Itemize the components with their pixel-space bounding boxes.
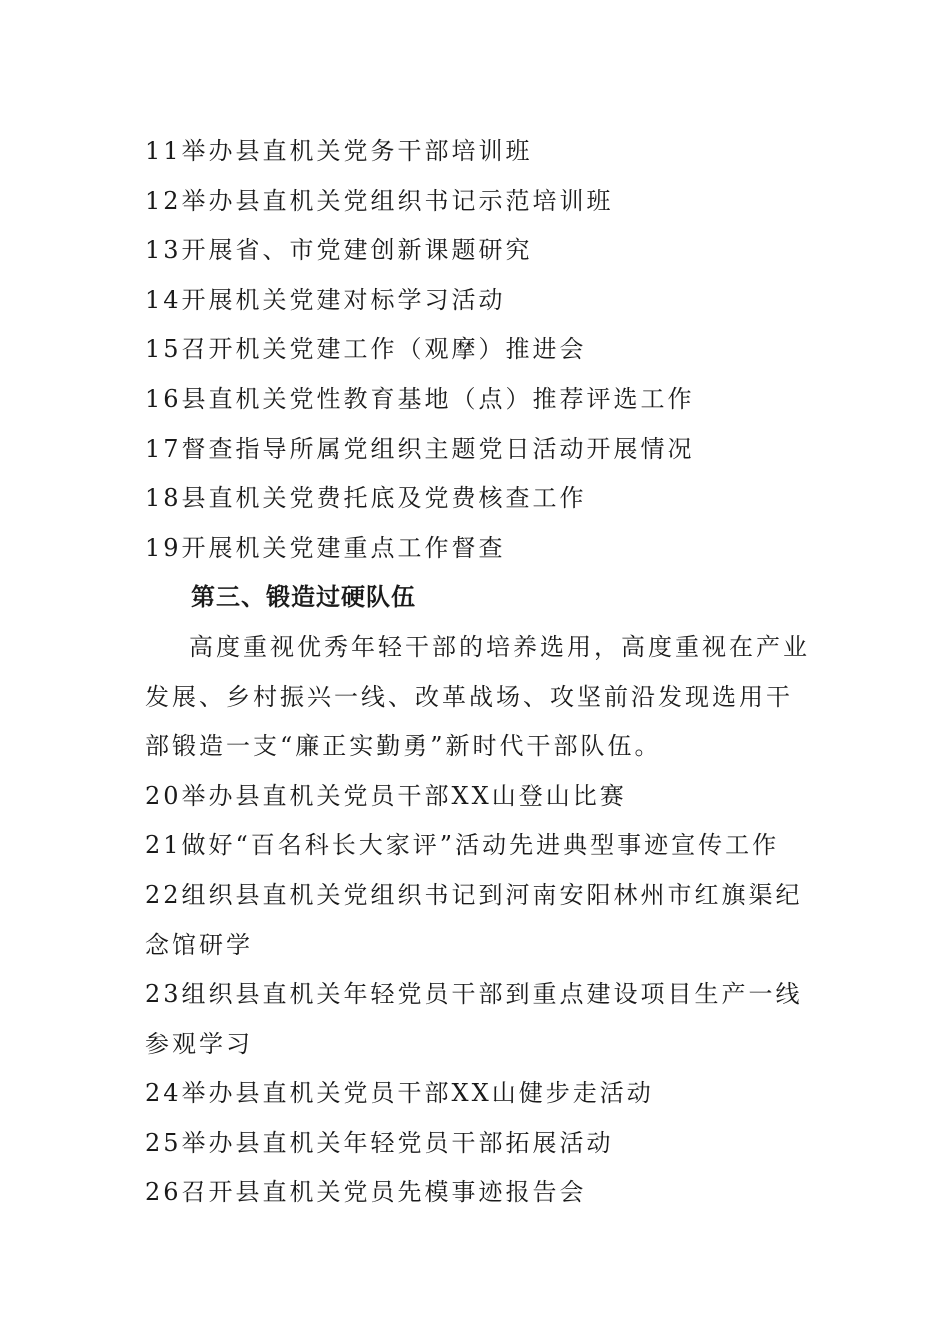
section-three-list <box>145 772 810 1218</box>
list-item: 24举办县直机关党员干部XX山健步走活动 <box>145 1079 654 1108</box>
list-item: 17督查指导所属党组织主题党日活动开展情况 <box>145 434 695 463</box>
list-item: 25举办县直机关年轻党员干部拓展活动 <box>145 1128 614 1157</box>
section-three-heading: 第三、锻造过硬队伍 <box>191 583 416 612</box>
list-item: 18县直机关党费托底及党费核查工作 <box>145 484 587 513</box>
list-item: 11举办县直机关党务干部培训班 <box>145 137 533 165</box>
list-item: 19开展机关党建重点工作督查 <box>145 533 506 562</box>
list-item: 26召开县直机关党员先模事迹报告会 <box>145 1178 587 1207</box>
list-item: 22组织县直机关党组织书记到河南安阳林州市红旗渠纪念馆研学 <box>145 880 803 959</box>
list-item: 13开展省、市党建创新课题研究 <box>145 236 533 265</box>
list-item: 15召开机关党建工作（观摩）推进会 <box>145 335 587 364</box>
list-item: 21做好“百名科长大家评”活动先进典型事迹宣传工作 <box>145 831 780 860</box>
list-item: 14开展机关党建对标学习活动 <box>145 285 506 314</box>
section-two-list <box>145 127 810 573</box>
list-item: 16县直机关党性教育基地（点）推荐评选工作 <box>145 384 695 413</box>
list-item: 20举办县直机关党员干部XX山登山比赛 <box>145 781 627 810</box>
section-three-paragraph: 高度重视优秀年轻干部的培养选用，高度重视在产业发展、乡村振兴一线、改革战场、攻坚前沿发现选用干部锻造一支“廉正实勤勇”新时代干部队伍。 <box>145 632 810 761</box>
list-item: 23组织县直机关年轻党员干部到重点建设项目生产一线参观学习 <box>145 980 803 1058</box>
document-body <box>145 127 810 1218</box>
list-item: 12举办县直机关党组织书记示范培训班 <box>145 186 614 215</box>
